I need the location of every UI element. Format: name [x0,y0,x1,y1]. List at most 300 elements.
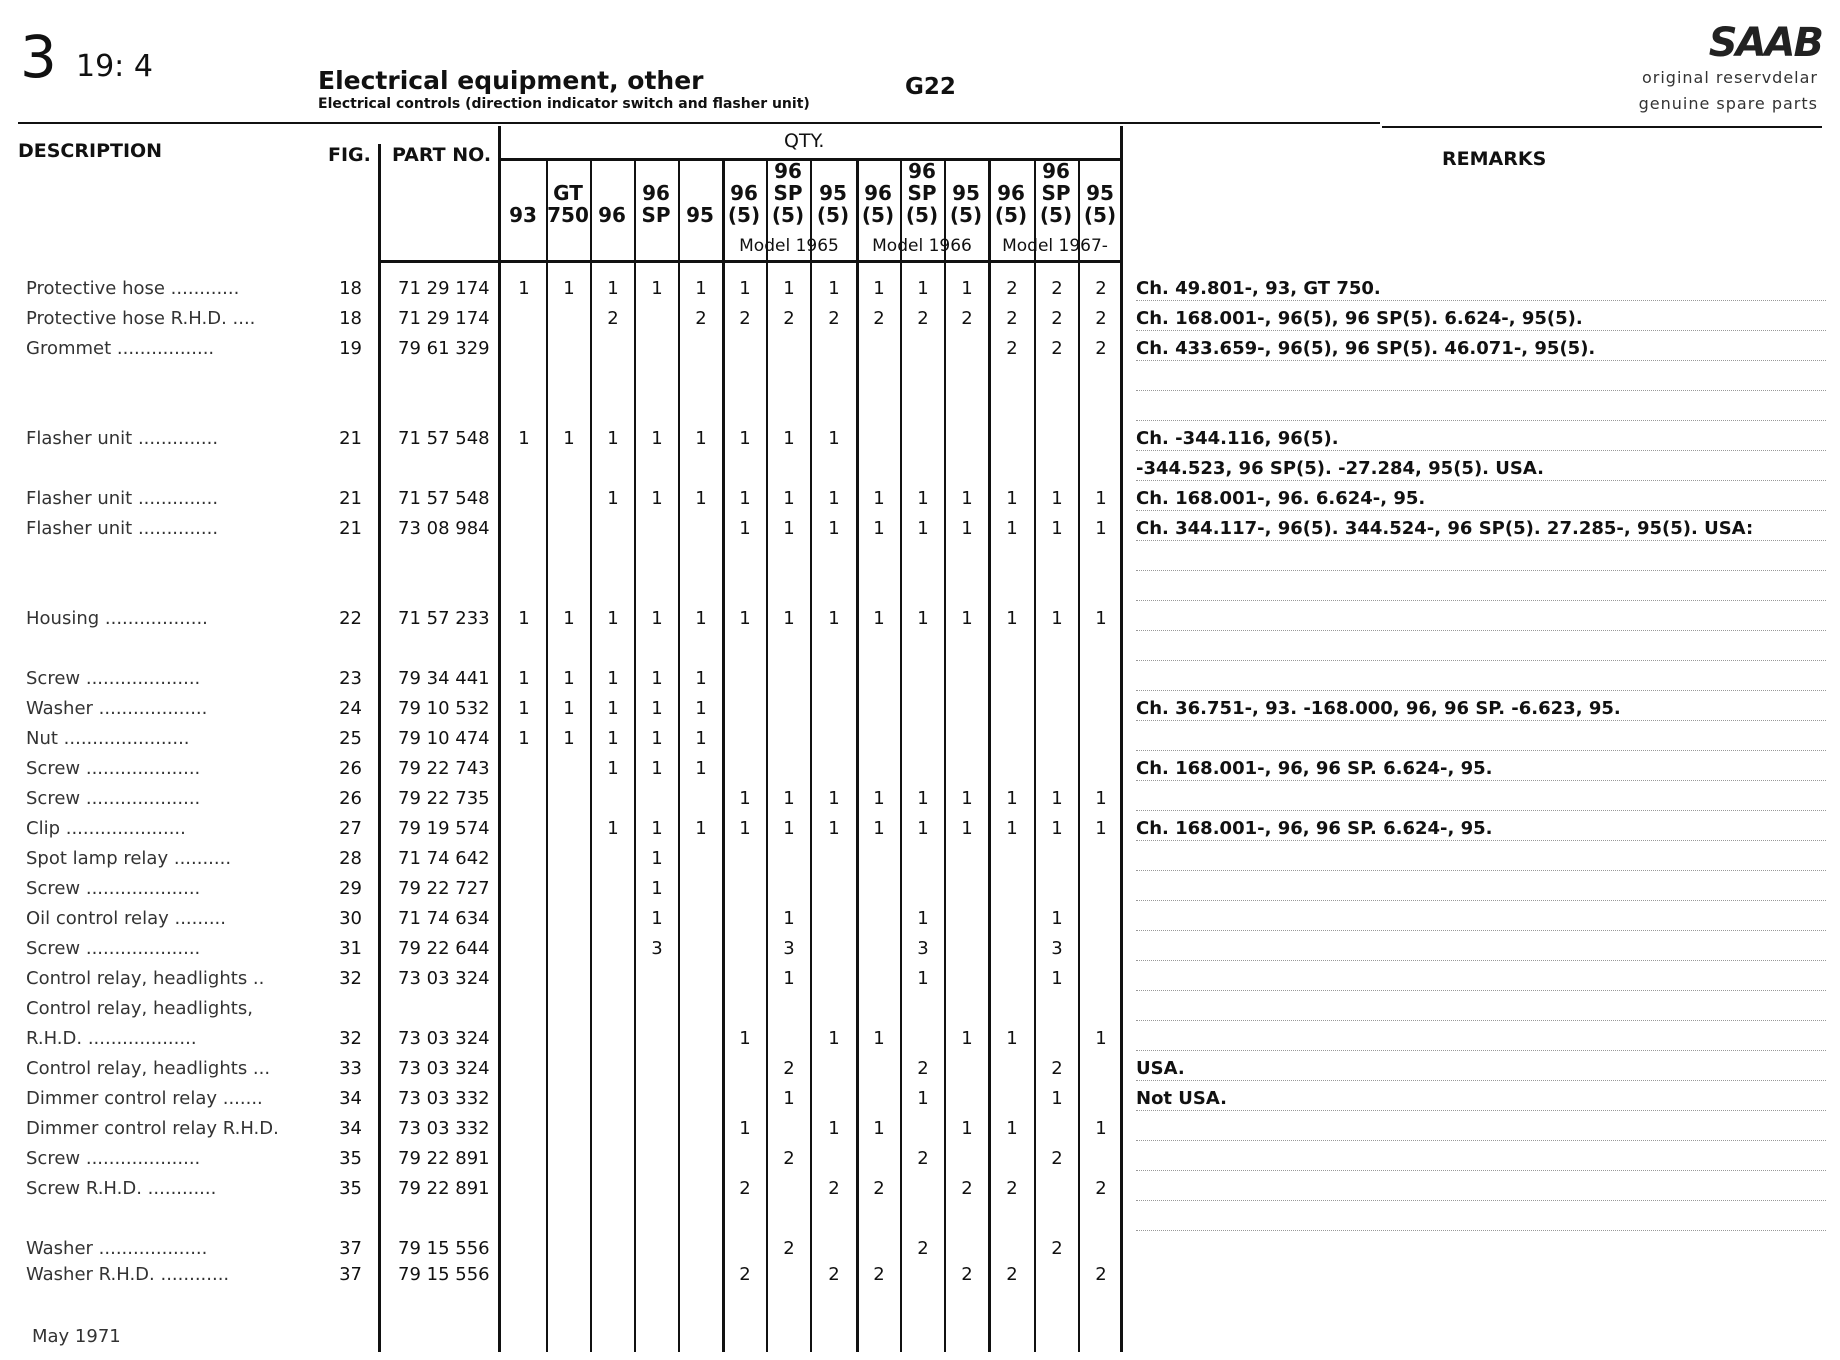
qty-cell: 1 [828,608,840,629]
qty-cell: 1 [828,278,840,299]
part-number: 71 74 642 [398,848,490,869]
qty-cell: 1 [1095,518,1107,539]
part-number: 79 61 329 [398,338,490,359]
qty-cell: 2 [917,308,929,329]
remarks-guide-line [1136,990,1826,991]
part-number: 79 34 441 [398,668,490,689]
qty-cell: 2 [1095,338,1107,359]
remarks-guide-line [1136,870,1826,871]
qty-cell: 1 [828,1118,840,1139]
qty-cell: 1 [651,608,663,629]
remarks-guide-line [1136,750,1826,751]
figure-number: 21 [339,488,362,509]
qty-cell: 1 [873,818,885,839]
qty-cell: 1 [695,758,707,779]
qty-cell: 3 [1051,938,1063,959]
qty-cell: 1 [1006,788,1018,809]
remark: Ch. 168.001-, 96, 96 SP. 6.624-, 95. [1136,758,1493,779]
qty-cell: 1 [739,788,751,809]
remarks-guide-line [1136,900,1826,901]
figure-number: 31 [339,938,362,959]
qty-cell: 1 [695,278,707,299]
remarks-guide-line [1136,480,1826,481]
qty-cell: 1 [651,668,663,689]
part-description: Spot lamp relay .......... [26,848,232,869]
qty-cell: 1 [1051,818,1063,839]
qty-cell: 2 [1095,278,1107,299]
qty-cell: 2 [1006,338,1018,359]
qty-col-header: GT [553,181,583,205]
qty-col-header: (5) [1039,203,1073,227]
qty-cell: 1 [607,488,619,509]
qty-cell: 1 [695,818,707,839]
qty-cell: 1 [1051,788,1063,809]
part-number: 79 22 735 [398,788,490,809]
part-description: Protective hose ............ [26,278,240,299]
qty-cell: 2 [739,308,751,329]
qty-cell: 1 [739,1028,751,1049]
qty-cell: 2 [1006,308,1018,329]
qty-cell: 1 [563,668,575,689]
qty-cell: 1 [518,698,530,719]
part-description: Nut ...................... [26,728,190,749]
figure-number: 26 [339,758,362,779]
part-description: Screw .................... [26,788,201,809]
qty-cell: 2 [873,1264,885,1285]
figure-number: 19 [339,338,362,359]
qty-cell: 1 [1006,1028,1018,1049]
qty-cell: 1 [783,278,795,299]
qty-cell: 1 [961,278,973,299]
remarks-guide-line [1136,690,1826,691]
remark: Ch. 433.659-, 96(5), 96 SP(5). 46.071-, 95(5). [1136,338,1596,359]
part-number: 79 10 474 [398,728,490,749]
col-description: DESCRIPTION [18,140,163,162]
qty-cell: 1 [518,728,530,749]
qty-cell: 1 [739,1118,751,1139]
qty-cell: 1 [1006,818,1018,839]
qty-cell: 1 [917,518,929,539]
figure-number: 35 [339,1148,362,1169]
qty-cell: 1 [651,728,663,749]
qty-cell: 1 [651,908,663,929]
qty-cell: 1 [739,818,751,839]
part-description: Control relay, headlights, [26,998,253,1019]
qty-cell: 1 [1051,608,1063,629]
qty-cell: 1 [518,668,530,689]
qty-col-header: (5) [905,203,939,227]
qty-cell: 1 [1095,818,1107,839]
figure-number: 34 [339,1088,362,1109]
header-rule-right [1382,126,1822,128]
qty-cell: 1 [961,1028,973,1049]
qty-cell: 1 [563,428,575,449]
qty-cell: 1 [607,728,619,749]
qty-col-header: (5) [771,203,805,227]
figure-number: 37 [339,1264,362,1285]
qty-cell: 2 [1051,1148,1063,1169]
qty-cell: 1 [695,728,707,749]
qty-col-header: SP [907,181,937,205]
part-number: 73 03 324 [398,968,490,989]
qty-cell: 1 [1051,968,1063,989]
qty-cell: 1 [607,278,619,299]
footer-date: May 1971 [32,1326,121,1347]
qty-col-header: 96 [598,203,626,227]
qty-cell: 1 [563,278,575,299]
figure-number: 34 [339,1118,362,1139]
qty-cell: 1 [651,698,663,719]
qty-cell: 1 [917,968,929,989]
remark: Ch. 168.001-, 96, 96 SP. 6.624-, 95. [1136,818,1493,839]
remark: USA. [1136,1058,1185,1079]
qty-col-header: 96 [774,159,802,183]
qty-cell: 1 [961,818,973,839]
qty-cell: 2 [1095,1178,1107,1199]
qty-cell: 1 [828,818,840,839]
qty-cell: 2 [961,1178,973,1199]
model-year-label: Model 1966 [872,236,972,256]
qty-cell: 1 [873,1028,885,1049]
remarks-guide-line [1136,300,1826,301]
qty-col-header: 96 [730,181,758,205]
qty-cell: 1 [783,818,795,839]
qty-cell: 1 [917,908,929,929]
qty-cell: 1 [917,488,929,509]
qty-col-header: SP [641,203,671,227]
col-remarks: REMARKS [1442,148,1547,170]
qty-cell: 1 [607,818,619,839]
qty-cell: 3 [917,938,929,959]
qty-cell: 2 [873,1178,885,1199]
qty-col-header: 96 [1042,159,1070,183]
header-rule-left [18,122,1380,124]
part-number: 79 22 891 [398,1148,490,1169]
subsection-number: 19: 4 [76,49,153,84]
col-part-no: PART NO. [392,144,492,166]
brand-tagline-en: genuine spare parts [1638,94,1818,113]
remarks-guide-line [1136,930,1826,931]
figure-number: 33 [339,1058,362,1079]
part-description: Flasher unit .............. [26,428,219,449]
remarks-guide-line [1136,1080,1826,1081]
remarks-guide-line [1136,330,1826,331]
qty-cell: 1 [873,278,885,299]
qty-cell: 1 [783,518,795,539]
qty-cell: 1 [917,788,929,809]
qty-cell: 1 [828,1028,840,1049]
qty-cell: 2 [961,308,973,329]
figure-number: 23 [339,668,362,689]
part-description: Screw .................... [26,1148,201,1169]
qty-cell: 2 [1051,1058,1063,1079]
qty-cell: 2 [783,1058,795,1079]
qty-col-header: 95 [686,203,714,227]
remarks-guide-line [1136,630,1826,631]
qty-cell: 2 [917,1058,929,1079]
remarks-guide-line [1136,810,1826,811]
part-number: 79 22 727 [398,878,490,899]
part-description: Housing .................. [26,608,208,629]
table-row [0,1238,1840,1264]
remarks-guide-line [1136,390,1826,391]
part-number: 71 57 548 [398,488,490,509]
figure-number: 37 [339,1238,362,1259]
part-description: Washer R.H.D. ............ [26,1264,230,1285]
qty-cell: 1 [1051,518,1063,539]
qty-col-header: 93 [509,203,537,227]
qty-cell: 2 [1006,278,1018,299]
part-description: Dimmer control relay R.H.D. [26,1118,279,1139]
qty-cell: 1 [695,698,707,719]
remarks-guide-line [1136,1110,1826,1111]
qty-col-header: 96 [864,181,892,205]
remarks-guide-line [1136,510,1826,511]
qty-cell: 2 [783,308,795,329]
qty-cell: 1 [1051,908,1063,929]
part-number: 73 03 332 [398,1118,490,1139]
qty-cell: 3 [651,938,663,959]
remarks-guide-line [1136,720,1826,721]
qty-cell: 2 [961,1264,973,1285]
qty-cell: 1 [651,848,663,869]
remarks-guide-line [1136,660,1826,661]
qty-cell: 1 [695,428,707,449]
qty-cell: 1 [873,788,885,809]
figure-number: 30 [339,908,362,929]
qty-cell: 1 [651,878,663,899]
qty-cell: 1 [828,488,840,509]
remarks-guide-line [1136,1230,1826,1231]
qty-col-header: 96 [997,181,1025,205]
brand-logo: SAAB [1708,20,1822,66]
qty-col-header: (5) [1083,203,1117,227]
qty-cell: 1 [1006,608,1018,629]
part-number: 73 03 324 [398,1028,490,1049]
qty-cell: 1 [563,698,575,719]
qty-cell: 2 [607,308,619,329]
qty-cell: 1 [695,668,707,689]
qty-cell: 1 [607,428,619,449]
part-description: Oil control relay ......... [26,908,226,929]
qty-cell: 1 [828,788,840,809]
model-year-label: Model 1967- [1002,236,1108,256]
figure-number: 26 [339,788,362,809]
col-fig: FIG. [328,144,371,166]
qty-cell: 2 [1051,278,1063,299]
qty-cell: 1 [651,428,663,449]
qty-cell: 2 [917,1148,929,1169]
figure-number: 27 [339,818,362,839]
remarks-guide-line [1136,1140,1826,1141]
part-number: 71 29 174 [398,308,490,329]
qty-cell: 1 [607,698,619,719]
qty-col-header: (5) [861,203,895,227]
remarks-guide-line [1136,450,1826,451]
part-description: Protective hose R.H.D. .... [26,308,256,329]
col-qty: QTY. [784,130,825,152]
qty-col-header: 95 [952,181,980,205]
remark: Ch. 168.001-, 96(5), 96 SP(5). 6.624-, 95(5). [1136,308,1583,329]
qty-cell: 2 [828,308,840,329]
qty-cell: 1 [518,428,530,449]
qty-cell: 1 [873,518,885,539]
qty-cell: 1 [1051,488,1063,509]
qty-cell: 1 [828,518,840,539]
remarks-guide-line [1136,540,1826,541]
qty-cell: 1 [695,488,707,509]
qty-cell: 1 [651,818,663,839]
qty-cell: 1 [917,278,929,299]
remark: Ch. 36.751-, 93. -168.000, 96, 96 SP. -6.623, 95. [1136,698,1621,719]
part-description: Flasher unit .............. [26,488,219,509]
qty-cell: 3 [783,938,795,959]
figure-number: 35 [339,1178,362,1199]
part-number: 73 08 984 [398,518,490,539]
qty-cell: 1 [607,608,619,629]
qty-cell: 1 [1095,1028,1107,1049]
qty-cell: 1 [961,518,973,539]
qty-cell: 1 [607,758,619,779]
remark: Ch. 49.801-, 93, GT 750. [1136,278,1381,299]
qty-col-header: 96 [908,159,936,183]
qty-col-header: (5) [727,203,761,227]
qty-col-header: SP [773,181,803,205]
part-number: 73 03 324 [398,1058,490,1079]
figure-number: 24 [339,698,362,719]
remark: Ch. 344.117-, 96(5). 344.524-, 96 SP(5). 27.285-, 95(5). USA: [1136,518,1754,539]
figure-number: 32 [339,968,362,989]
qty-cell: 1 [739,608,751,629]
group-code: G22 [905,74,956,100]
qty-cell: 1 [651,758,663,779]
part-description: Clip ..................... [26,818,186,839]
qty-cell: 1 [873,608,885,629]
qty-col-header: (5) [994,203,1028,227]
part-number: 71 57 233 [398,608,490,629]
remark: Not USA. [1136,1088,1227,1109]
figure-number: 28 [339,848,362,869]
remarks-guide-line [1136,1020,1826,1021]
qty-cell: 1 [961,788,973,809]
part-description: Control relay, headlights .. [26,968,265,989]
qty-cell: 2 [917,1238,929,1259]
remarks-guide-line [1136,1050,1826,1051]
remarks-guide-line [1136,360,1826,361]
qty-cell: 2 [1095,1264,1107,1285]
qty-cell: 1 [518,278,530,299]
remarks-guide-line [1136,600,1826,601]
part-number: 79 22 644 [398,938,490,959]
qty-col-header: SP [1041,181,1071,205]
qty-col-header: (5) [949,203,983,227]
qty-cell: 1 [1006,1118,1018,1139]
brand-tagline-sv: original reservdelar [1641,68,1818,87]
part-description: Washer ................... [26,698,208,719]
qty-cell: 1 [739,488,751,509]
qty-cell: 1 [783,608,795,629]
qty-cell: 1 [1095,788,1107,809]
part-description: Screw .................... [26,668,201,689]
part-number: 71 29 174 [398,278,490,299]
qty-cell: 1 [961,1118,973,1139]
qty-cell: 1 [783,968,795,989]
qty-cell: 1 [783,488,795,509]
section-number: 3 [20,23,57,91]
qty-cell: 1 [1095,608,1107,629]
qty-cell: 1 [1006,518,1018,539]
part-description: Dimmer control relay ....... [26,1088,263,1109]
part-number: 79 22 891 [398,1178,490,1199]
qty-cell: 2 [1051,1238,1063,1259]
remarks-guide-line [1136,570,1826,571]
qty-cell: 2 [1051,338,1063,359]
qty-cell: 1 [783,428,795,449]
part-number: 79 22 743 [398,758,490,779]
part-description: Screw .................... [26,878,201,899]
figure-number: 21 [339,518,362,539]
part-number: 79 15 556 [398,1264,490,1285]
qty-cell: 2 [1006,1264,1018,1285]
qty-cell: 1 [518,608,530,629]
qty-cell: 1 [1051,1088,1063,1109]
qty-cell: 1 [873,488,885,509]
qty-cell: 2 [828,1264,840,1285]
figure-number: 22 [339,608,362,629]
qty-cell: 2 [1095,308,1107,329]
remarks-guide-line [1136,420,1826,421]
qty-cell: 1 [739,428,751,449]
figure-number: 25 [339,728,362,749]
qty-cell: 2 [739,1264,751,1285]
table-row [0,1264,1840,1290]
qty-cell: 2 [739,1178,751,1199]
qty-cell: 1 [739,278,751,299]
part-description: Screw R.H.D. ............ [26,1178,217,1199]
remark: Ch. 168.001-, 96. 6.624-, 95. [1136,488,1426,509]
figure-number: 32 [339,1028,362,1049]
remark: -344.523, 96 SP(5). -27.284, 95(5). USA. [1136,458,1544,479]
part-number: 71 74 634 [398,908,490,929]
part-number: 79 19 574 [398,818,490,839]
qty-cell: 2 [783,1238,795,1259]
qty-cell: 2 [695,308,707,329]
part-description: Screw .................... [26,938,201,959]
remarks-guide-line [1136,780,1826,781]
part-description: Grommet ................. [26,338,215,359]
qty-cell: 1 [651,488,663,509]
figure-number: 29 [339,878,362,899]
qty-cell: 1 [563,728,575,749]
qty-cell: 1 [828,428,840,449]
qty-cell: 1 [961,488,973,509]
figure-number: 18 [339,308,362,329]
part-description: Flasher unit .............. [26,518,219,539]
qty-cell: 2 [873,308,885,329]
figure-number: 21 [339,428,362,449]
qty-cell: 2 [1051,308,1063,329]
qty-cell: 1 [961,608,973,629]
qty-cell: 1 [739,518,751,539]
model-year-label: Model 1965 [739,236,839,256]
remarks-guide-line [1136,960,1826,961]
qty-cell: 1 [651,278,663,299]
qty-cell: 1 [607,668,619,689]
qty-cell: 2 [783,1148,795,1169]
qty-col-header: (5) [816,203,850,227]
part-number: 73 03 332 [398,1088,490,1109]
qty-cell: 1 [1095,488,1107,509]
